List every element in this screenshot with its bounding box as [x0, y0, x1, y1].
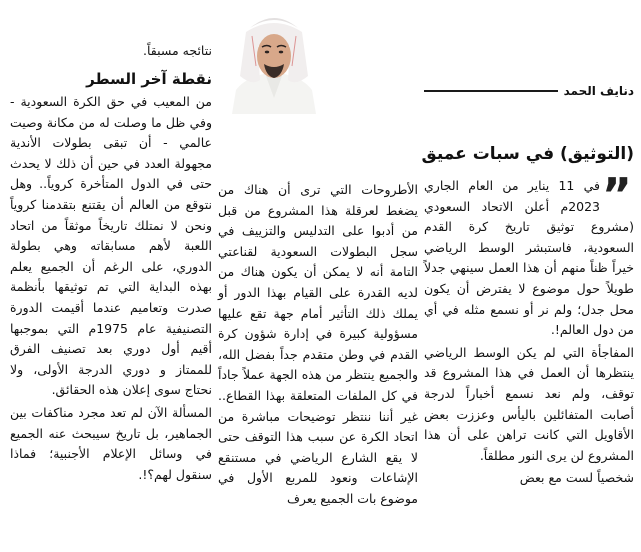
author-name: دنايف الحمد [563, 84, 634, 98]
column-title: (التوثيق) في سبات عميق [421, 144, 634, 164]
left-column [10, 40, 212, 487]
left-paragraph-2: المسألة الآن لم تعد مجرد مناكفات بين الجماهير، بل تاريخ سيبحث عنه الجميع في وسائل الإعلام الأجنبية؛ فماذا سنقول لهم؟!. [10, 404, 212, 482]
quote-mark-icon: ” [601, 168, 632, 222]
right-paragraph-2: المفاجأة التي لم يكن الوسط الرياضي ينتظرها أن العمل في هذا المشروع قد توقف، ولم نعد نسمع أخباراً لدرجة أصابت المتفائلين باليأس وعززت بعض الأقاويل التي كانت تراهن على أن هذا المشروع لن يرى النور مطلقاً. [424, 344, 634, 463]
article-body [424, 168, 634, 489]
author-byline [424, 84, 634, 98]
middle-column [218, 180, 418, 512]
sub-heading: نقطة آخر السطر [86, 70, 212, 88]
middle-paragraph-1: الأطروحات التي ترى أن هناك من يضغط لعرقلة هذا المشروع من قبل من أدبوا على التدليس والتزييف في سجل البطولات السعودية لقناعتي التامة أنه لا يمكن أن يكون هناك من لديه القدرة على القيام بهذا الدور أو يملك ذلك التأثير أمام جهة تقع عليها مسؤولية كبيرة في إدارة شؤون كرة القدم في وطن متقدم جداً بفضل الله، والجميع ينتظر من هذه الجهة عملاً جاداً في كل الملفات المتعلقة بهذا القطاع.. غير أننا ننتظر توضيحات مباشرة من اتحاد الكرة عن سبب هذا التوقف حتى لا يقع الشارع الرياضي في مستنقع الإشاعات ونعود للمربع الأول في موضوع بات الجميع يعرف [218, 182, 418, 506]
author-portrait-image [226, 6, 322, 114]
closing-line: نتائجه مسبقاً. [142, 43, 212, 58]
left-paragraph-1: من المعيب في حق الكرة السعودية - وفي ظل ما وصلت له من مكانة وصيت عالمي - أن تبقى بطولات الأندية مجهولة العدد في حين أن ذلك لا يحدث حتى في الدول المتأخرة كروياً.. وهل نتوقع من العالم أن يقتنع بتقدمنا كروياً ونحن لا نمتلك تاريخاً موثقاً من اتحاد اللعبة لأهم مسابقاته وهي بطولة الدوري، على الرغم أن الجميع يعلم بهذه البداية التي تم توثيقها بأنظمة صدرت وتعاميم عندما أقيمت الدورة التصنيفية عام 1975م التي بموجبها أقيم أول دوري بعد تصنيف الفرق للممتاز و دوري الدرجة الأولى، ولا نحتاج سوى إعلان هذه الحقائق. [10, 94, 213, 398]
right-paragraph-1: في 11 يناير من العام الجاري 2023م أعلن الاتحاد السعودي (مشروع توثيق تاريخ كرة القدم السعودية، فاستبشر الوسط الرياضي خيراً ظناً منهم أن هذا العمل سينهي جدلاً طويلاً حول موضوع لا يفترض أن يكون محل جدل؛ ولم نر أو نسمع مثله في أي من دول العالم!. [424, 178, 634, 338]
author-photo [226, 6, 322, 114]
byline-rule [424, 90, 558, 92]
right-column [421, 80, 634, 491]
right-paragraph-3: شخصياً لست مع بعض [519, 470, 634, 486]
